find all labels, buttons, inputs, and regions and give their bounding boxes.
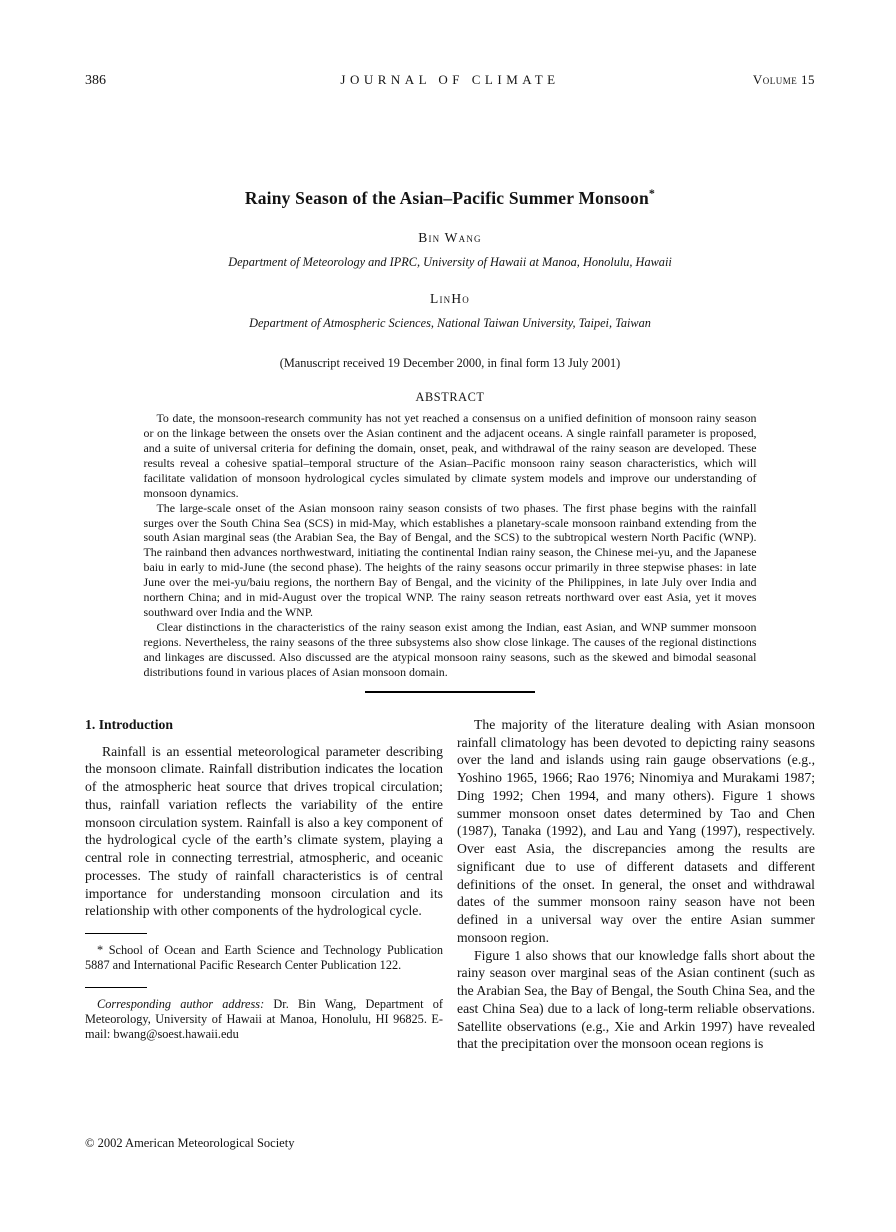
journal-name: JOURNAL OF CLIMATE — [340, 72, 560, 87]
corresponding-author-address: Dr. Bin Wang, Department of Meteorology, University of Hawaii at Manoa, Honolulu, HI 96825. E-mail: bwang@soest.hawaii.edu — [85, 996, 444, 1042]
left-column — [85, 716, 443, 1053]
abstract-paragraph-3: Clear distinctions in the characteristics of the rainy season exist among the Indian, east Asian, and WNP summer monsoon regions. Nevertheless, the rainy seasons of the three subsystems also show close linkage. The causes of the regional distinctions and linkages are discussed. Also discussed are the atypical monsoon rainy seasons, such as the skewed and bimodal seasonal distributions found in various places of Asian monsoon domain. — [143, 620, 757, 680]
page-number: 386 — [85, 73, 106, 88]
paper-title — [85, 186, 815, 209]
corresponding-author-label: Corresponding author address: — [97, 996, 265, 1011]
intro-heading: 1. Introduction — [85, 716, 173, 732]
author-name-1: Bin Wang — [418, 229, 482, 245]
title-block — [85, 186, 815, 371]
publication-footnote-text: * School of Ocean and Earth Science and Technology Publication 5887 and International Pacific Research Center Publication 122. — [85, 943, 443, 973]
body-paragraph-2: Figure 1 also shows that our knowledge falls short about the rainy season over marginal seas of the Asian continent (such as the Arabian Sea, the Bay of Bengal, the South China Sea, and the east China Sea) due to a lack of long-term reliable observations. Satellite observations (e.g., Xie and Arkin 1997) have revealed that the precipitation over the monsoon ocean regions is — [457, 947, 815, 1052]
abstract-heading: ABSTRACT — [415, 389, 485, 404]
right-column — [457, 716, 815, 1053]
author-name-2: LinHo — [430, 290, 470, 306]
title-footnote-marker: * — [648, 186, 656, 200]
paper-title-text: Rainy Season of the Asian–Pacific Summer Monsoon — [244, 187, 649, 208]
corresponding-author-text — [85, 997, 443, 1043]
publication-footnote — [85, 943, 443, 973]
abstract-paragraph-1: To date, the monsoon-research community has not yet reached a consensus on a unified definition of monsoon rainy season or on the linkage between the onsets over the Asian continent and the adjacent oceans. A single rainfall parameter is proposed, and a suite of universal criteria for defining the domain, onset, peak, and withdrawal of the rainy season are developed. These results reveal a cohesive spatial–temporal structure of the Asian–Pacific monsoon rainy season characteristics, which will facilitate validation of monsoon hydrological cycles simulated by climate system models and improve our understanding of monsoon dynamics. — [143, 410, 757, 500]
footnote-rule-2 — [85, 987, 147, 988]
author-affiliation-2: Department of Atmospheric Sciences, National Taiwan University, Taipei, Taiwan — [249, 315, 651, 330]
author-affiliation-1: Department of Meteorology and IPRC, University of Hawaii at Manoa, Honolulu, Hawaii — [228, 254, 672, 269]
running-head — [85, 0, 815, 89]
abstract-body — [144, 411, 757, 680]
copyright-notice: © 2002 American Meteorological Society — [85, 1136, 295, 1150]
footnote-rule-1 — [85, 933, 147, 934]
abstract-paragraph-2: The large-scale onset of the Asian monsoon rainy season consists of two phases. The first phase begins with the rainfall surges over the South China Sea (SCS) in mid-May, which establishes a planetary-scale monsoon rainband extending from the south Asian marginal seas (the Arabian Sea, the Bay of Bengal, and the SCS) to the subtropical western North Pacific (WNP). The rainband then advances northwestward, initiating the continental Indian rainy season, the Chinese mei-yu, and the Japanese baiu in early to mid-June (the second phase). The heights of the rainy seasons occur primarily in three stepwise phases: in late June over the mei-yu/baiu regions, the northern Bay of Bengal, and the vicinity of the Philippines, in late July over India and northern China; and in mid-August over the tropical WNP. The rainy season retreats northward over east Asia, yet it moves southward over India and the WNP. — [143, 500, 757, 620]
abstract-divider-rule — [365, 691, 535, 693]
intro-paragraph: Rainfall is an essential meteorological parameter describing the monsoon climate. Rainfall distribution indicates the location of the atmospheric heat source that drives tropical circulation; thus, rainfall variation reflects the variability of the entire monsoon circulation system. Rainfall is also a key component of the hydrological cycle of the earth’s climate system, playing a central role in connecting terrestrial, atmospheric, and oceanic processes. The study of rainfall characteristics is of central importance for understanding monsoon circulation and its relationship with other components of the hydrological cycle. — [85, 743, 443, 919]
body-columns — [85, 716, 815, 1053]
manuscript-note: (Manuscript received 19 December 2000, in final form 13 July 2001) — [279, 355, 621, 370]
volume-label: Volume 15 — [752, 72, 815, 87]
corresponding-author-note — [85, 997, 443, 1043]
body-paragraph-1: The majority of the literature dealing with Asian monsoon rainfall climatology has been devoted to depicting rainy seasons over the land and islands using rain gauge observations (e.g., Yoshino 1965, 1966; Rao 1976; Ninomiya and Murakami 1987; Ding 1992; Chen 1994, and many others). Figure 1 shows summer monsoon onset dates determined by Tao and Chen (1987), Tanaka (1992), and Lau and Yang (1997), respectively. Over east Asia, the discrepancies among the results are significant due to use of different datasets and different definitions of the onset. In general, the onset and withdrawal dates of the summer monsoon rainy season have not been defined in a universal way over the entire Asian summer monsoon region. — [457, 716, 815, 945]
